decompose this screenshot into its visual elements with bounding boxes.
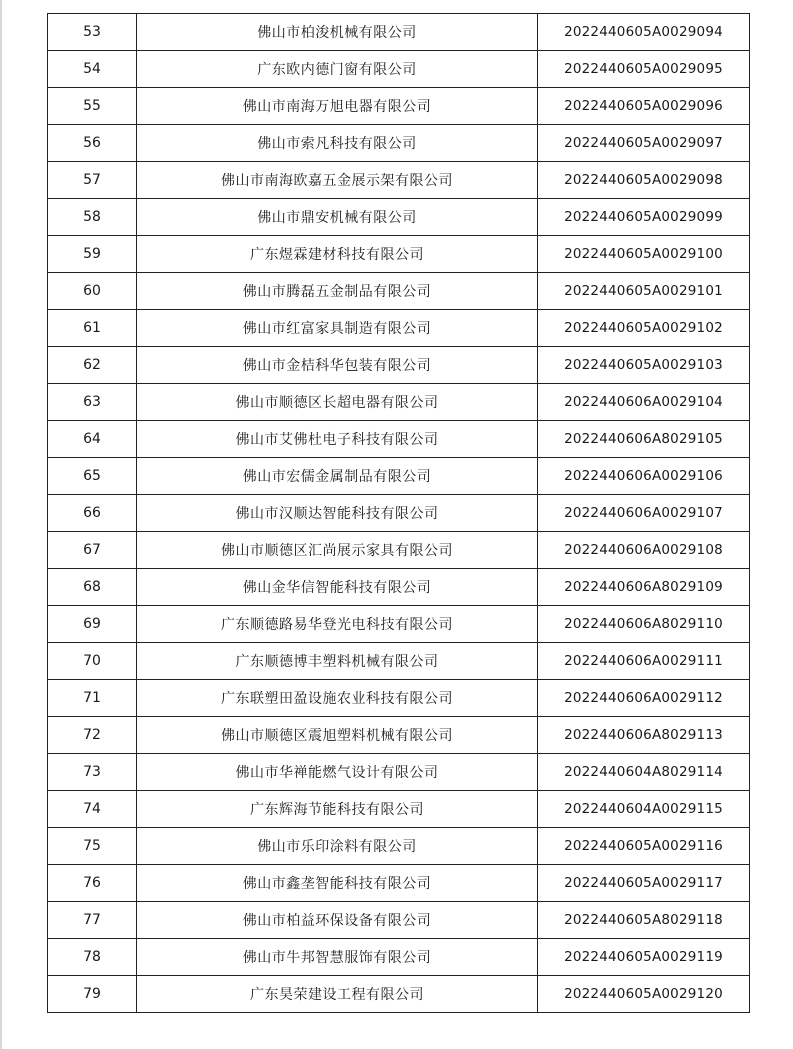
company-name-cell: 广东辉海节能科技有限公司: [137, 791, 538, 828]
company-name-cell: 佛山市鑫垄智能科技有限公司: [137, 865, 538, 902]
company-name-cell: 佛山市艾佛杜电子科技有限公司: [137, 421, 538, 458]
row-number-cell: 57: [48, 162, 137, 199]
registration-code-cell: 2022440605A0029101: [538, 273, 750, 310]
table-row: [48, 162, 750, 199]
company-name-cell: 佛山市金桔科华包装有限公司: [137, 347, 538, 384]
registration-code-cell: 2022440604A8029114: [538, 754, 750, 791]
table-body: [48, 14, 750, 1013]
table-row: [48, 347, 750, 384]
registration-code-cell: 2022440605A0029100: [538, 236, 750, 273]
row-number-cell: 58: [48, 199, 137, 236]
registration-code-cell: 2022440606A8029105: [538, 421, 750, 458]
company-registry-table: [47, 13, 750, 1013]
row-number-cell: 66: [48, 495, 137, 532]
row-number-cell: 75: [48, 828, 137, 865]
registration-code-cell: 2022440605A0029119: [538, 939, 750, 976]
company-name-cell: 佛山市宏儒金属制品有限公司: [137, 458, 538, 495]
table-row: [48, 865, 750, 902]
registration-code-cell: 2022440605A0029096: [538, 88, 750, 125]
registration-code-cell: 2022440605A0029098: [538, 162, 750, 199]
company-name-cell: 佛山市柏益环保设备有限公司: [137, 902, 538, 939]
registration-code-cell: 2022440605A0029102: [538, 310, 750, 347]
company-name-cell: 佛山市鼎安机械有限公司: [137, 199, 538, 236]
row-number-cell: 73: [48, 754, 137, 791]
table-row: [48, 236, 750, 273]
row-number-cell: 77: [48, 902, 137, 939]
table-row: [48, 421, 750, 458]
table-row: [48, 199, 750, 236]
table-row: [48, 495, 750, 532]
row-number-cell: 76: [48, 865, 137, 902]
registration-code-cell: 2022440605A0029117: [538, 865, 750, 902]
company-name-cell: 广东顺德路易华登光电科技有限公司: [137, 606, 538, 643]
registration-code-cell: 2022440606A0029106: [538, 458, 750, 495]
registration-code-cell: 2022440605A0029120: [538, 976, 750, 1013]
row-number-cell: 70: [48, 643, 137, 680]
table-row: [48, 458, 750, 495]
table-row: [48, 643, 750, 680]
company-name-cell: 广东煜霖建材科技有限公司: [137, 236, 538, 273]
registration-code-cell: 2022440606A0029112: [538, 680, 750, 717]
registration-code-cell: 2022440606A8029110: [538, 606, 750, 643]
registration-code-cell: 2022440605A0029094: [538, 14, 750, 51]
table-row: [48, 273, 750, 310]
table-row: [48, 680, 750, 717]
row-number-cell: 55: [48, 88, 137, 125]
row-number-cell: 56: [48, 125, 137, 162]
company-name-cell: 佛山市红富家具制造有限公司: [137, 310, 538, 347]
table-row: [48, 828, 750, 865]
table-row: [48, 754, 750, 791]
registration-code-cell: 2022440605A0029099: [538, 199, 750, 236]
row-number-cell: 61: [48, 310, 137, 347]
row-number-cell: 78: [48, 939, 137, 976]
row-number-cell: 71: [48, 680, 137, 717]
registration-code-cell: 2022440606A8029109: [538, 569, 750, 606]
table-row: [48, 532, 750, 569]
registration-code-cell: 2022440606A0029108: [538, 532, 750, 569]
company-name-cell: 佛山市腾磊五金制品有限公司: [137, 273, 538, 310]
company-name-cell: 广东联塑田盈设施农业科技有限公司: [137, 680, 538, 717]
table-row: [48, 976, 750, 1013]
company-name-cell: 广东顺德博丰塑料机械有限公司: [137, 643, 538, 680]
company-name-cell: 佛山市顺德区汇尚展示家具有限公司: [137, 532, 538, 569]
company-name-cell: 佛山市顺德区长超电器有限公司: [137, 384, 538, 421]
row-number-cell: 60: [48, 273, 137, 310]
table-row: [48, 88, 750, 125]
row-number-cell: 54: [48, 51, 137, 88]
row-number-cell: 59: [48, 236, 137, 273]
table-row: [48, 791, 750, 828]
registration-code-cell: 2022440605A0029097: [538, 125, 750, 162]
table-row: [48, 14, 750, 51]
company-name-cell: 广东昊荣建设工程有限公司: [137, 976, 538, 1013]
row-number-cell: 69: [48, 606, 137, 643]
registration-code-cell: 2022440604A0029115: [538, 791, 750, 828]
row-number-cell: 63: [48, 384, 137, 421]
company-name-cell: 佛山市顺德区震旭塑料机械有限公司: [137, 717, 538, 754]
row-number-cell: 62: [48, 347, 137, 384]
row-number-cell: 67: [48, 532, 137, 569]
row-number-cell: 64: [48, 421, 137, 458]
company-name-cell: 佛山金华信智能科技有限公司: [137, 569, 538, 606]
company-name-cell: 佛山市华禅能燃气设计有限公司: [137, 754, 538, 791]
company-name-cell: 佛山市南海欧嘉五金展示架有限公司: [137, 162, 538, 199]
table-row: [48, 51, 750, 88]
registration-code-cell: 2022440605A8029118: [538, 902, 750, 939]
page-edge-divider: [0, 0, 2, 1049]
company-name-cell: 佛山市柏浚机械有限公司: [137, 14, 538, 51]
table-row: [48, 939, 750, 976]
row-number-cell: 68: [48, 569, 137, 606]
registration-code-cell: 2022440605A0029103: [538, 347, 750, 384]
registration-code-cell: 2022440606A0029111: [538, 643, 750, 680]
table-row: [48, 569, 750, 606]
row-number-cell: 65: [48, 458, 137, 495]
company-name-cell: 佛山市汉顺达智能科技有限公司: [137, 495, 538, 532]
company-name-cell: 佛山市乐印涂料有限公司: [137, 828, 538, 865]
company-name-cell: 佛山市南海万旭电器有限公司: [137, 88, 538, 125]
registration-code-cell: 2022440605A0029095: [538, 51, 750, 88]
table-row: [48, 125, 750, 162]
registration-code-cell: 2022440606A0029107: [538, 495, 750, 532]
row-number-cell: 53: [48, 14, 137, 51]
company-name-cell: 佛山市索凡科技有限公司: [137, 125, 538, 162]
row-number-cell: 72: [48, 717, 137, 754]
registration-code-cell: 2022440606A8029113: [538, 717, 750, 754]
registration-code-cell: 2022440605A0029116: [538, 828, 750, 865]
company-name-cell: 佛山市牛邦智慧服饰有限公司: [137, 939, 538, 976]
company-name-cell: 广东欧内德门窗有限公司: [137, 51, 538, 88]
registration-code-cell: 2022440606A0029104: [538, 384, 750, 421]
table-row: [48, 902, 750, 939]
table-row: [48, 384, 750, 421]
table-row: [48, 606, 750, 643]
row-number-cell: 74: [48, 791, 137, 828]
table-row: [48, 717, 750, 754]
row-number-cell: 79: [48, 976, 137, 1013]
table-row: [48, 310, 750, 347]
